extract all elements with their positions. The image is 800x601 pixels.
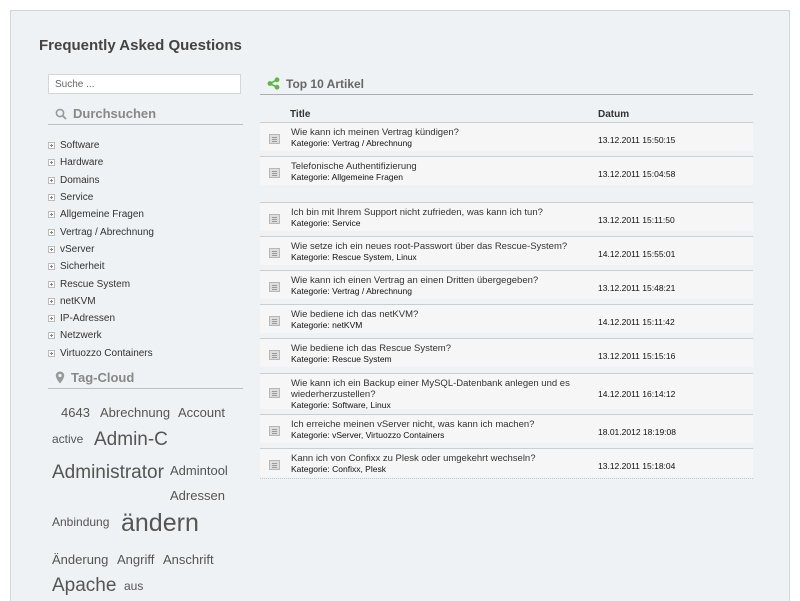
table-row[interactable] [260,448,753,477]
article-category: Kategorie: Allgemeine Fragen [291,172,403,182]
tag-link[interactable]: Anschrift [163,552,214,567]
expand-icon[interactable] [48,246,55,253]
tagcloud-heading-label: Tag-Cloud [71,370,135,385]
tag-link[interactable]: Adressen [170,488,225,503]
tag-link[interactable]: active [52,432,84,446]
article-title[interactable]: Ich bin mit Ihrem Support nicht zufrieden, was kann ich tun? [291,207,543,218]
article-title[interactable]: Wie kann ich meinen Vertrag kündigen? [291,127,459,138]
article-category: Kategorie: Vertrag / Abrechnung [291,286,412,296]
table-row[interactable] [260,338,753,367]
table-row[interactable] [260,122,753,151]
article-title[interactable]: Telefonische Authentifizierung [291,161,417,172]
browse-heading-label: Durchsuchen [73,106,157,121]
category-item[interactable]: Netzwerk [48,327,154,344]
article-date: 13.12.2011 15:04:58 [598,169,676,179]
article-category: Kategorie: vServer, Virtuozzo Containers [291,430,445,440]
expand-icon[interactable] [48,298,55,305]
article-date: 13.12.2011 15:11:50 [598,215,675,225]
pin-icon [55,371,65,384]
document-icon [269,426,280,436]
article-title[interactable]: Wie bediene ich das netKVM? [291,309,419,320]
category-item[interactable]: Domains [48,172,154,189]
document-icon [269,350,280,360]
faq-panel [10,10,790,601]
category-item[interactable]: Hardware [48,154,154,171]
share-icon [267,77,280,90]
tag-link[interactable]: 4643 [61,405,90,420]
article-title[interactable]: Wie kann ich einen Vertrag an einen Dritten übergegeben? [291,275,539,286]
article-date: 14.12.2011 16:14:12 [598,389,676,399]
article-date: 18.01.2012 18:19:08 [598,427,676,437]
search-icon [55,108,67,120]
article-category: Kategorie: netKVM [291,320,363,330]
article-category: Kategorie: Vertrag / Abrechnung [291,138,412,148]
category-item[interactable]: Virtuozzo Containers [48,345,154,362]
article-title[interactable]: Wie bediene ich das Rescue System? [291,343,451,354]
table-row[interactable] [260,236,753,265]
article-title[interactable]: Ich erreiche meinen vServer nicht, was kann ich machen? [291,419,535,430]
article-date: 14.12.2011 15:11:42 [598,317,675,327]
document-icon [269,460,280,470]
category-item[interactable]: Service [48,189,154,206]
tag-link[interactable]: aus [124,579,144,593]
top-articles-heading [260,73,753,95]
tagcloud-heading [48,367,243,389]
table-row[interactable] [260,304,753,333]
document-icon [269,388,280,398]
category-item[interactable]: Software [48,137,154,154]
table-row[interactable] [260,270,753,299]
document-icon [269,282,280,292]
tag-link[interactable]: ändern [121,509,199,537]
expand-icon[interactable] [48,332,55,339]
tag-link[interactable]: Admin-C [94,429,168,450]
top-articles-label: Top 10 Artikel [286,76,365,91]
article-date: 13.12.2011 15:15:16 [598,351,676,361]
expand-icon[interactable] [48,350,55,357]
category-item[interactable]: Vertrag / Abrechnung [48,223,154,240]
expand-icon[interactable] [48,159,55,166]
expand-icon[interactable] [48,194,55,201]
expand-icon[interactable] [48,229,55,236]
table-bottom-divider [260,478,753,479]
article-category: Kategorie: Rescue System, Linux [291,252,417,262]
expand-icon[interactable] [48,211,55,218]
category-item[interactable]: IP-Adressen [48,310,154,327]
article-category: Kategorie: Rescue System [291,354,392,364]
category-item[interactable]: Sicherheit [48,258,154,275]
column-header-date[interactable]: Datum [598,109,630,120]
expand-icon[interactable] [48,263,55,270]
article-date: 14.12.2011 15:55:01 [598,249,676,259]
category-tree [48,137,154,362]
tag-link[interactable]: Anbindung [52,515,110,529]
tag-link[interactable]: Admintool [170,463,228,478]
table-row[interactable] [260,373,753,409]
tag-link[interactable]: Angriff [117,552,155,567]
tag-link[interactable]: Administrator [52,462,164,483]
tag-link[interactable]: Account [178,405,225,420]
category-item[interactable]: vServer [48,241,154,258]
document-icon [269,316,280,326]
page-title: Frequently Asked Questions [39,37,242,54]
table-row[interactable] [260,414,753,443]
expand-icon[interactable] [48,142,55,149]
search-input[interactable] [48,74,241,94]
document-icon [269,248,280,258]
document-icon [269,214,280,224]
browse-heading [48,103,243,125]
column-header-title[interactable]: Title [290,109,311,120]
article-title[interactable]: Wie setze ich ein neues root-Passwort über das Rescue-System? [291,241,568,252]
article-category: Kategorie: Service [291,218,361,228]
document-icon [269,168,280,178]
category-item[interactable]: netKVM [48,293,154,310]
tag-link[interactable]: Apache [52,575,117,596]
article-date: 13.12.2011 15:18:04 [598,461,676,471]
article-date: 13.12.2011 15:48:21 [598,283,676,293]
document-icon [269,134,280,144]
category-item[interactable]: Rescue System [48,275,154,292]
tag-link[interactable]: Abrechnung [100,405,171,420]
expand-icon[interactable] [48,315,55,322]
article-title[interactable]: Kann ich von Confixx zu Plesk oder umgekehrt wechseln? [291,453,536,464]
table-row[interactable] [260,202,753,231]
category-item[interactable]: Allgemeine Fragen [48,206,154,223]
table-row[interactable] [260,156,753,185]
tag-link[interactable]: Änderung [52,552,109,567]
expand-icon[interactable] [48,177,55,184]
article-title[interactable]: Wie kann ich ein Backup einer MySQL-Datenbank anlegen und es wiederherzustellen? [291,378,570,400]
article-category: Kategorie: Confixx, Plesk [291,464,386,474]
article-category: Kategorie: Software, Linux [291,400,391,410]
expand-icon[interactable] [48,281,55,288]
article-date: 13.12.2011 15:50:15 [598,135,676,145]
